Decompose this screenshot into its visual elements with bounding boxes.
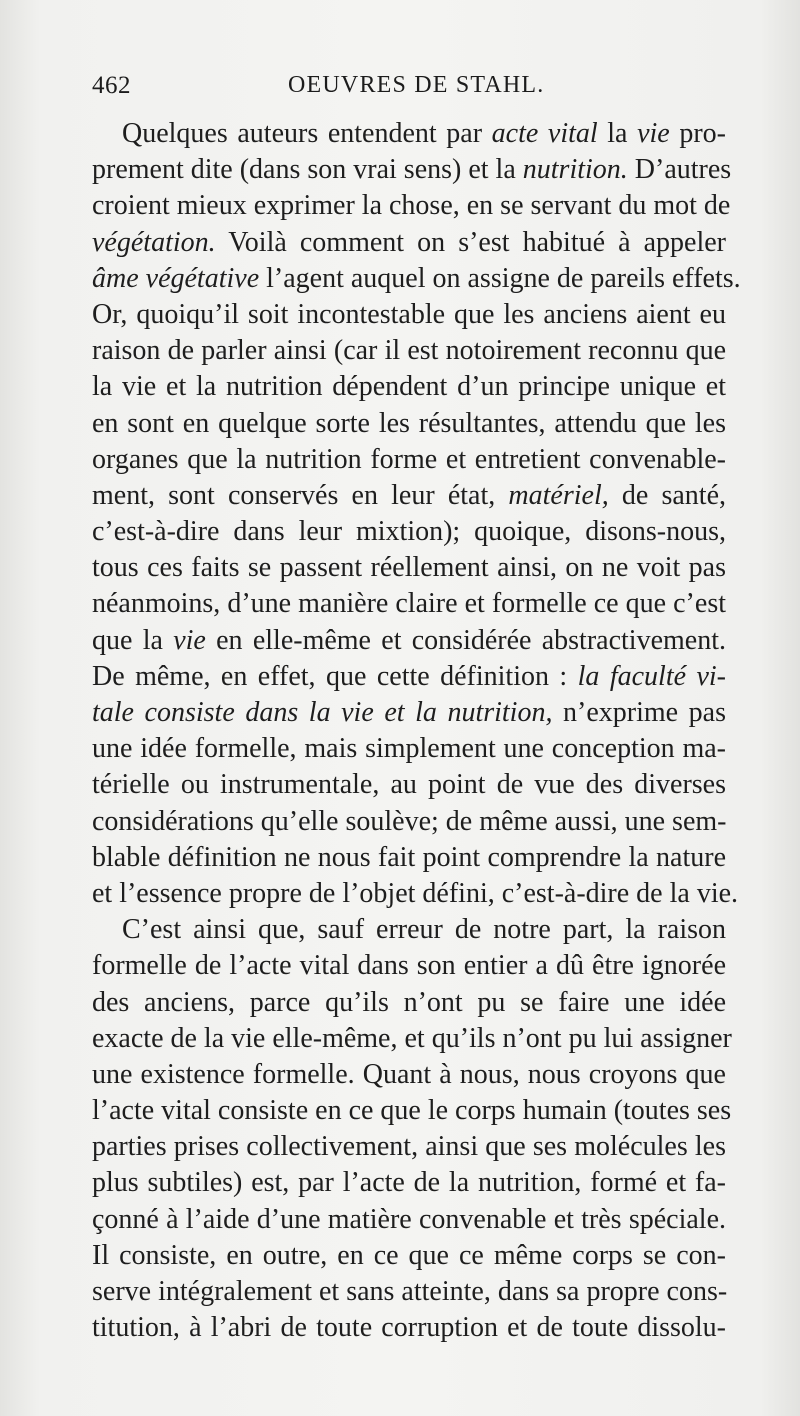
text-run: raison de parler ainsi (car il est notoirement reconnu que [92, 335, 726, 367]
text-line [92, 1093, 732, 1129]
text-run: formelle de l’acte vital dans son entier a dû être ignorée [92, 950, 726, 982]
text-run: Or, quoiqu’il soit incontestable que les anciens aient eu [92, 298, 726, 330]
text-line [92, 876, 739, 912]
italic-text: âme végétative [92, 262, 260, 294]
paragraph [92, 116, 741, 912]
text-run: des anciens, parce qu’ils n’ont pu se faire une idée [92, 986, 726, 1018]
italic-text: vie [637, 118, 670, 149]
text-line [92, 1057, 726, 1093]
text-line [92, 1129, 726, 1165]
text-line [92, 225, 726, 261]
text-line [92, 152, 732, 188]
text-line [92, 912, 726, 948]
text-run: la [597, 118, 638, 149]
text-run: titution, à l’abri de toute corruption et de toute dissolu- [92, 1312, 726, 1344]
text-line [92, 514, 726, 550]
text-line [92, 406, 726, 442]
text-line [92, 1021, 732, 1057]
text-run: çonné à l’aide d’une matière convenable et très spéciale. [92, 1203, 726, 1235]
text-line [92, 767, 726, 803]
text-run: Il consiste, en outre, en ce que ce même corps se con- [92, 1239, 726, 1271]
italic-text: la faculté vi- [577, 660, 726, 692]
text-run: néanmoins, d’une manière claire et formelle ce que c’est [92, 588, 726, 620]
text-run: pro- [669, 118, 726, 149]
text-run: prement dite (dans son vrai sens) et la [92, 154, 523, 186]
italic-text: végétation. [92, 226, 216, 258]
text-run: Voilà comment on s’est habitué à appeler [215, 226, 726, 258]
text-line [92, 1202, 726, 1238]
text-run: exacte de la vie elle-même, et qu’ils n’ont pu lui assigner [92, 1022, 732, 1054]
text-line [92, 1310, 726, 1346]
text-line [92, 478, 726, 514]
text-line [92, 1165, 726, 1201]
text-run: n’exprime pas [552, 697, 726, 728]
text-run: une existence formelle. Quant à nous, nous croyons que [92, 1058, 726, 1090]
text-line [92, 297, 726, 333]
text-run: l’acte vital consiste en ce que le corps humain (toutes ses [92, 1095, 732, 1127]
text-run: c’est-à-dire dans leur mixtion); quoique, disons-nous, [92, 516, 726, 548]
italic-text: nutrition. [522, 154, 628, 186]
text-line [92, 586, 726, 622]
text-run: blable définition ne nous fait point comprendre la nature [92, 841, 726, 873]
text-run: serve intégralement et sans atteinte, dans sa propre cons- [92, 1276, 728, 1307]
text-line [92, 1238, 726, 1274]
text-run: une idée formelle, mais simplement une conception ma- [92, 733, 726, 765]
text-line [92, 659, 726, 695]
text-line [92, 623, 726, 659]
text-line [92, 188, 731, 224]
text-run: en sont en quelque sorte les résultantes, attendu que les [92, 407, 726, 439]
text-line [92, 948, 726, 984]
italic-text: acte vital [491, 118, 598, 149]
text-run: tous ces faits se passent réellement ainsi, on ne voit pas [92, 552, 726, 584]
page-header [92, 72, 732, 104]
text-run: parties prises collectivement, ainsi que ses molécules les [92, 1131, 726, 1163]
text-line [92, 731, 726, 767]
text-line [92, 550, 726, 586]
italic-text: vie [173, 624, 206, 656]
text-run: que la [92, 624, 174, 656]
text-run: C’est ainsi que, sauf erreur de notre part, la raison [122, 914, 726, 946]
text-run: croient mieux exprimer la chose, en se servant du mot de [92, 190, 731, 222]
text-run: en elle-même et considérée abstractivement. [205, 624, 726, 656]
text-run: et l’essence propre de l’objet défini, c’est-à-dire de la vie. [92, 877, 739, 909]
text-run: considérations qu’elle soulève; de même aussi, une sem- [92, 805, 727, 837]
text-run: organes que la nutrition forme et entretient convenable- [92, 443, 726, 475]
italic-text: matériel, [508, 479, 609, 511]
text-run: De même, en effet, que cette définition : [92, 660, 578, 692]
text-line [92, 985, 726, 1021]
text-line [92, 369, 726, 405]
italic-text: tale consiste dans la vie et la nutrition, [92, 697, 553, 728]
text-line [92, 804, 726, 840]
text-line [92, 261, 741, 297]
running-title: OEUVRES DE STAHL. [288, 72, 545, 98]
text-line [92, 333, 726, 369]
paragraph [92, 912, 732, 1346]
page-number: 462 [92, 72, 131, 99]
text-line [92, 1274, 726, 1310]
text-line [92, 116, 726, 152]
text-line [92, 695, 726, 731]
text-run: ment, sont conservés en leur état, [92, 479, 509, 511]
text-run: la vie et la nutrition dépendent d’un principe unique et [92, 371, 726, 403]
text-line [92, 442, 726, 478]
body-text [92, 116, 741, 1346]
text-run: de santé, [608, 479, 726, 511]
text-line [92, 840, 726, 876]
text-run: D’autres [627, 154, 732, 186]
text-run: térielle ou instrumentale, au point de vue des diverses [92, 769, 726, 801]
text-run: l’agent auquel on assigne de pareils effets. [259, 262, 741, 294]
text-run: plus subtiles) est, par l’acte de la nutrition, formé et fa- [92, 1167, 726, 1199]
text-run: Quelques auteurs entendent par [122, 118, 492, 149]
